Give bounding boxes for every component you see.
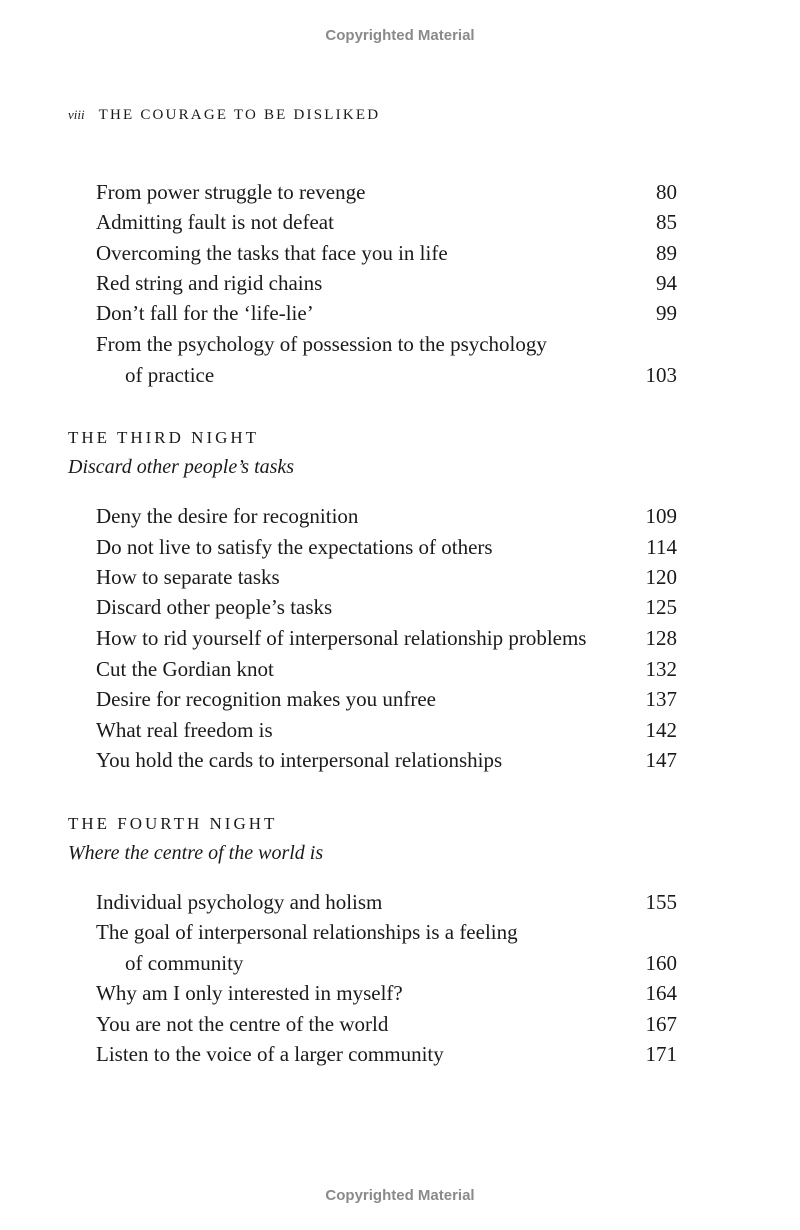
watermark-top: Copyrighted Material (325, 27, 475, 44)
toc-entry-page: 155 (645, 890, 677, 914)
toc-entry-title-continuation: of practice (125, 363, 215, 387)
toc-entry-title: You hold the cards to interpersonal relationships (96, 748, 503, 772)
toc-entry (96, 268, 677, 298)
toc-entry-title: You are not the centre of the world (96, 1012, 389, 1036)
toc-entry-page: 99 (656, 301, 677, 325)
toc-entry (96, 715, 677, 745)
part-subtitle-third-night: Discard other people’s tasks (68, 456, 295, 478)
toc-entry (96, 654, 677, 684)
toc-entry-title: How to separate tasks (96, 565, 280, 589)
toc-entry-page: 94 (656, 271, 677, 295)
toc-entry (96, 887, 677, 917)
toc-entry (96, 1039, 677, 1069)
toc-entry-page: 120 (645, 565, 677, 589)
toc-entry (96, 501, 677, 531)
toc-entry (96, 207, 677, 237)
toc-entry-title: Desire for recognition makes you unfree (96, 687, 436, 711)
running-head (68, 106, 380, 124)
toc-entry-title: What real freedom is (96, 718, 273, 742)
part-subtitle-fourth-night: Where the centre of the world is (68, 842, 324, 864)
toc-entry (96, 1009, 677, 1039)
toc-entry-page: 160 (645, 951, 677, 975)
toc-entry-title: Admitting fault is not defeat (96, 210, 334, 234)
toc-entry-page: 132 (645, 657, 677, 681)
toc-entry-title: Why am I only interested in myself? (96, 981, 403, 1005)
toc-entry-title: Deny the desire for recognition (96, 504, 359, 528)
toc-entry (96, 298, 677, 328)
toc-entry-title: Individual psychology and holism (96, 890, 383, 914)
toc-entry-page: 103 (645, 363, 677, 387)
toc-entry-page: 167 (645, 1012, 677, 1036)
toc-entry (96, 592, 677, 622)
toc-entry (96, 238, 677, 268)
toc-entry-page: 85 (656, 210, 677, 234)
toc-entry-title-continuation: of community (125, 951, 244, 975)
part-heading-fourth-night: THE FOURTH NIGHT (68, 814, 278, 833)
part-heading-third-night: THE THIRD NIGHT (68, 428, 260, 447)
toc-entry (96, 745, 677, 775)
toc-entry-continuation (96, 360, 677, 390)
toc-entry-page: 147 (645, 748, 677, 772)
toc-entry-page: 114 (646, 535, 677, 559)
toc-entry (96, 177, 677, 207)
toc-entry-title: Do not live to satisfy the expectations of others (96, 535, 493, 559)
toc-entry (96, 562, 677, 592)
toc-entry-title: Discard other people’s tasks (96, 595, 333, 619)
toc-entry-page: 80 (656, 180, 677, 204)
toc-entry (96, 978, 677, 1008)
toc-entry-continuation (96, 948, 677, 978)
toc-entry-page: 137 (645, 687, 677, 711)
toc-entry-title: Cut the Gordian knot (96, 657, 274, 681)
page-number: viii (68, 107, 85, 122)
toc-entry-page: 171 (645, 1042, 677, 1066)
toc-entry-page: 89 (656, 241, 677, 265)
toc-entry-title: Don’t fall for the ‘life-lie’ (96, 301, 314, 325)
toc-entry-title: Red string and rigid chains (96, 271, 323, 295)
toc-entry (96, 623, 677, 653)
toc-entry-title: How to rid yourself of interpersonal relationship problems (96, 626, 587, 650)
toc-entry-page: 164 (645, 981, 677, 1005)
toc-entry-page: 128 (645, 626, 677, 650)
book-title: THE COURAGE TO BE DISLIKED (98, 107, 381, 123)
toc-entry-title: The goal of interpersonal relationships is a feeling (96, 920, 518, 944)
toc-entry (96, 329, 677, 359)
toc-entry-title: From the psychology of possession to the psychology (96, 332, 547, 356)
toc-entry (96, 917, 677, 947)
toc-entry-page: 125 (645, 595, 677, 619)
toc-entry-title: Listen to the voice of a larger community (96, 1042, 444, 1066)
toc-entry-title: From power struggle to revenge (96, 180, 366, 204)
watermark-bottom: Copyrighted Material (325, 1187, 475, 1204)
toc-entry-title: Overcoming the tasks that face you in life (96, 241, 448, 265)
toc-entry (96, 684, 677, 714)
toc-entry (96, 532, 677, 562)
toc-entry-page: 109 (645, 504, 677, 528)
toc-entry-page: 142 (645, 718, 677, 742)
